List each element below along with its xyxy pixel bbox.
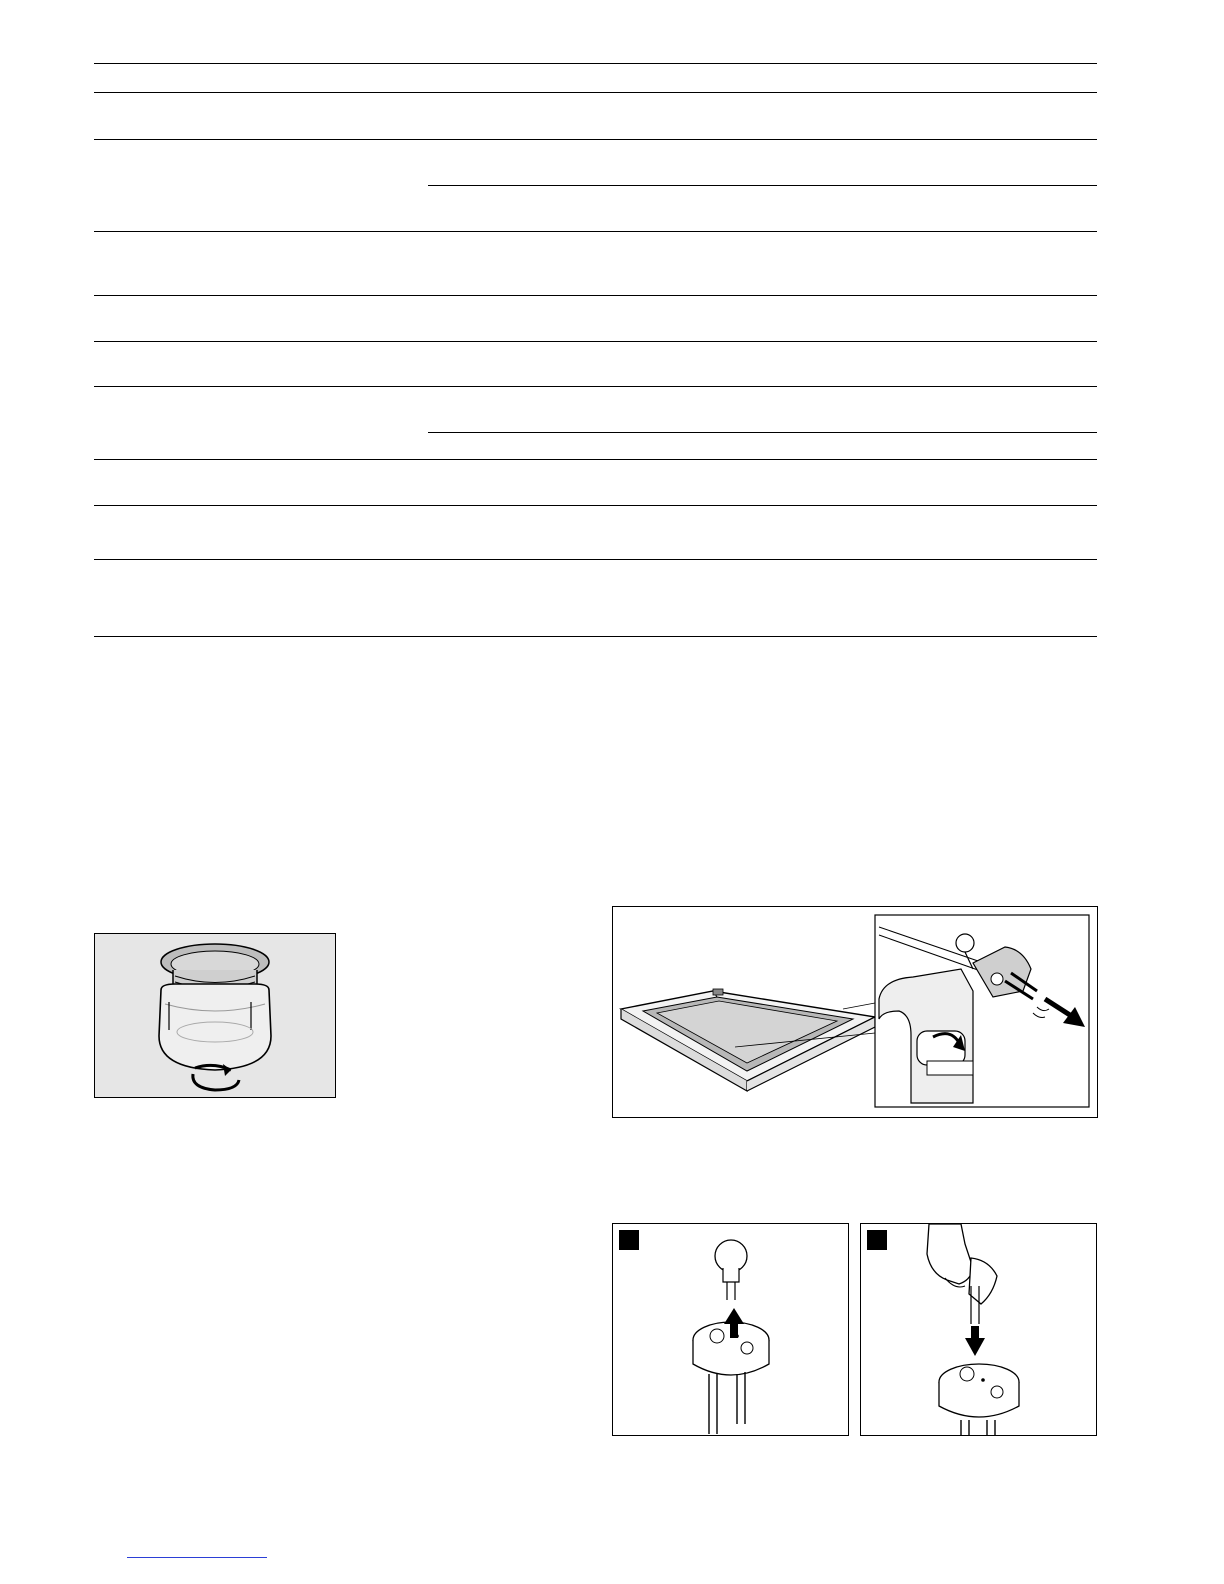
down-arrow-icon [965, 1326, 985, 1356]
table-row-divider [94, 459, 1097, 460]
lamp-cover-illustration [95, 934, 335, 1097]
table-row-divider [94, 139, 1097, 140]
bulb-remove-illustration [613, 1224, 848, 1435]
table-row-divider [94, 341, 1097, 342]
door-lamp-illustration [613, 907, 1097, 1117]
footer-link-underline [127, 1557, 267, 1558]
table-bottom-rule [94, 636, 1097, 637]
table-row-divider [94, 505, 1097, 506]
oven-door-drawing [621, 989, 875, 1091]
table-row-divider [94, 386, 1097, 387]
table-subrow-divider [428, 432, 1097, 433]
table-header-rule [94, 63, 1097, 64]
bulb-insert-figure [860, 1223, 1097, 1436]
bulb-insert-illustration [861, 1224, 1096, 1435]
table-row-divider [94, 92, 1097, 93]
table-row-divider [94, 559, 1097, 560]
step-marker [619, 1230, 639, 1250]
table-subrow-divider [428, 185, 1097, 186]
step-marker [867, 1230, 887, 1250]
table-row-divider [94, 231, 1097, 232]
table-row-divider [94, 295, 1097, 296]
bulb-remove-figure [612, 1223, 849, 1436]
door-lamp-figure [612, 906, 1098, 1118]
lamp-cover-figure [94, 933, 336, 1098]
